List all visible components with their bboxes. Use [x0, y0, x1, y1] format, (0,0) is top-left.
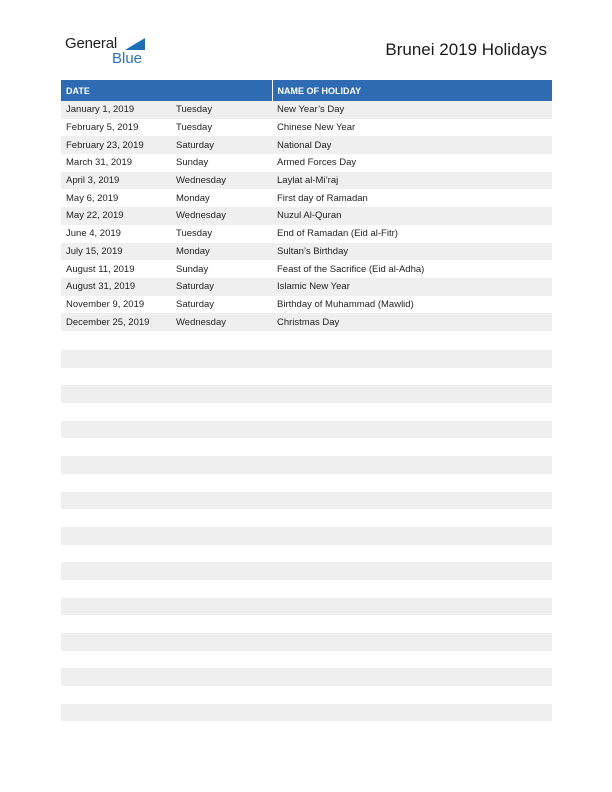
page-title: Brunei 2019 Holidays: [385, 40, 547, 59]
table-header-row: [61, 80, 552, 101]
holiday-name-cell: Birthday of Muhammad (Mawlid): [272, 296, 552, 314]
table-row: [61, 243, 552, 261]
date-cell: August 31, 2019: [61, 278, 171, 296]
holiday-name-cell: Sultan’s Birthday: [272, 243, 552, 261]
holiday-table: [61, 80, 552, 331]
weekday-cell: Wednesday: [171, 313, 272, 331]
holiday-name-cell: Laylat al-Mi’raj: [272, 172, 552, 190]
holiday-name-cell: Armed Forces Day: [272, 154, 552, 172]
generalblue-logo: [65, 35, 155, 69]
date-cell: January 1, 2019: [61, 101, 171, 119]
logo-triangle-icon: [125, 38, 145, 50]
date-cell: August 11, 2019: [61, 260, 171, 278]
blank-row: [61, 456, 552, 474]
holiday-name-cell: Feast of the Sacrifice (Eid al-Adha): [272, 260, 552, 278]
table-row: [61, 172, 552, 190]
blank-row: [61, 633, 552, 651]
table-row: [61, 101, 552, 119]
logo-general-text: General: [65, 35, 117, 52]
date-cell: April 3, 2019: [61, 172, 171, 190]
weekday-cell: Tuesday: [171, 119, 272, 137]
weekday-cell: Sunday: [171, 260, 272, 278]
weekday-cell: Saturday: [171, 296, 272, 314]
holiday-name-cell: First day of Ramadan: [272, 189, 552, 207]
weekday-cell: Tuesday: [171, 225, 272, 243]
table-row: [61, 154, 552, 172]
date-cell: February 5, 2019: [61, 119, 171, 137]
blank-row: [61, 421, 552, 439]
date-cell: March 31, 2019: [61, 154, 171, 172]
weekday-cell: Sunday: [171, 154, 272, 172]
table-row: [61, 207, 552, 225]
table-row: [61, 313, 552, 331]
header-date: DATE: [61, 80, 272, 101]
weekday-cell: Saturday: [171, 136, 272, 154]
date-cell: February 23, 2019: [61, 136, 171, 154]
table-row: [61, 119, 552, 137]
blank-row: [61, 598, 552, 616]
blank-row: [61, 527, 552, 545]
date-cell: July 15, 2019: [61, 243, 171, 261]
blank-row: [61, 562, 552, 580]
blank-row: [61, 668, 552, 686]
table-row: [61, 225, 552, 243]
blank-row: [61, 350, 552, 368]
holiday-name-cell: End of Ramadan (Eid al-Fitr): [272, 225, 552, 243]
weekday-cell: Wednesday: [171, 207, 272, 225]
blank-row: [61, 492, 552, 510]
date-cell: November 9, 2019: [61, 296, 171, 314]
table-row: [61, 278, 552, 296]
table-body: [61, 101, 552, 331]
holiday-name-cell: Islamic New Year: [272, 278, 552, 296]
date-cell: June 4, 2019: [61, 225, 171, 243]
weekday-cell: Monday: [171, 243, 272, 261]
logo-blue-text: Blue: [112, 50, 143, 67]
weekday-cell: Tuesday: [171, 101, 272, 119]
holiday-name-cell: National Day: [272, 136, 552, 154]
blank-row: [61, 385, 552, 403]
holiday-name-cell: Nuzul Al-Quran: [272, 207, 552, 225]
table-row: [61, 136, 552, 154]
blank-rows: [61, 350, 552, 739]
date-cell: December 25, 2019: [61, 313, 171, 331]
weekday-cell: Monday: [171, 189, 272, 207]
weekday-cell: Saturday: [171, 278, 272, 296]
holiday-name-cell: Chinese New Year: [272, 119, 552, 137]
weekday-cell: Wednesday: [171, 172, 272, 190]
table-row: [61, 296, 552, 314]
table-row: [61, 260, 552, 278]
table-row: [61, 189, 552, 207]
holiday-name-cell: Christmas Day: [272, 313, 552, 331]
date-cell: May 6, 2019: [61, 189, 171, 207]
holiday-name-cell: New Year’s Day: [272, 101, 552, 119]
date-cell: May 22, 2019: [61, 207, 171, 225]
blank-row: [61, 704, 552, 722]
header-holiday-name: NAME OF HOLIDAY: [272, 80, 552, 101]
